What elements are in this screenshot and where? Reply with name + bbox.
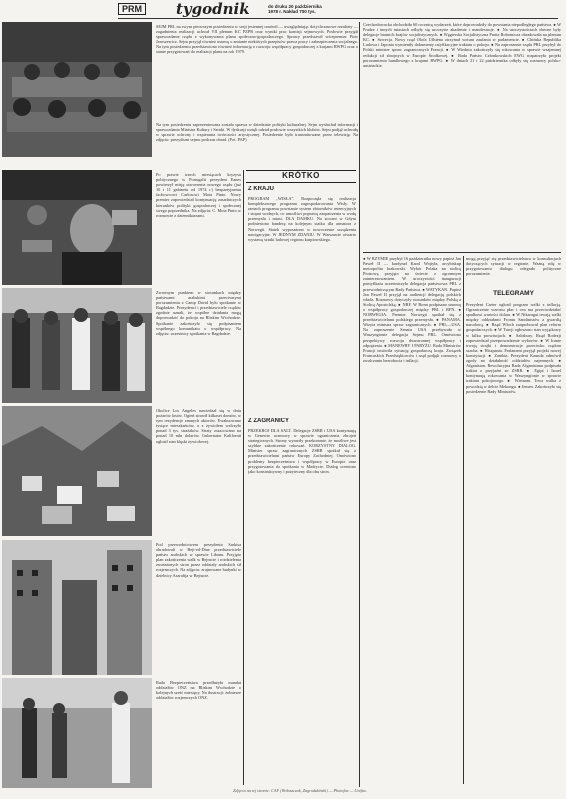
- masthead: [118, 2, 558, 18]
- masthead-rule: [118, 18, 558, 19]
- photo-credits: Zdjęcia na tej stronie: CAF (Wołoszczak, Zagrodzkiński) — Photofax — Unifax.: [233, 788, 367, 793]
- krotko-section-zagranicy: Z ZAGRANICY: [248, 418, 289, 424]
- masthead-logo: PRM: [118, 3, 146, 15]
- krotko-section-kraju: Z KRAJU: [248, 186, 275, 192]
- krotko-zagranicy-text: PRZEKROJ DLA SALT. Delegacje ZSRR i USA kontynuują w Genewie rozmowy w sprawie ograniczenia zbrojeń strategicznych. Strony wyraziły przekonanie, że możliwe jest szybkie zakończenie rokowań. KORZYSTNY DIALOG. Minister spraw zagranicznych ZSRR spotkał się z przedstawicielami państw Europy Zachodniej. Omówiono problemy bezpieczeństwa i współpracy w Europie oraz przygotowania do spotkania w Madrycie. Dialog oceniono jako konstruktywny i pożyteczny dla obu stron.: [248, 428, 356, 474]
- right-mid-news: ● W RZYMIE przybył 16 października nowy papież Jan Paweł II — kardynał Karol Wojtyła, arcybiskup metropolita krakowski. Wybór Polaka na stolicę Piotrową przyjęto na świecie z ogromnym zainteresowaniem. W uroczystości inauguracji pontyfikatu uczestniczyła delegacja państwowa PRL z przewodniczącym Rady Państwa. ● WATYKAN. Papież Jan Paweł II przyjął na audiencji delegację polskich władz. Rozmowy dotyczyły stosunków między Polską a Stolicą Apostolską. ● NRF. W Bonn podpisano umowę o współpracy gospodarczej między PRL i RFN. ● NORWEGIA. Premier Norwegii spotkał się z przedstawicielami polskiego przemysłu. ● PANAMA. Wizyta ministra spraw zagranicznych. ● PRL—USA. Na zaproszenie Senatu USA przebywała w Waszyngtonie delegacja Sejmu PRL. Omówiono perspektywy rozwoju dwustronnej współpracy i odprężenia. ● MANEWRY I PARYŻU. Rada Ministrów Francji omówiła sytuację gospodarczą kraju. Związek Francuskich Przedsiębiorców i rząd podjęli rozmowy o zwalczaniu bezrobocia i inflacji.: [363, 256, 461, 363]
- column-divider-3: [463, 256, 464, 784]
- photo-portugal: [2, 170, 152, 285]
- right-top-divider: [363, 252, 561, 253]
- photo-beirut: [2, 540, 152, 675]
- article-portugal: Po prawie trzech miesiącach kryzysu politycznego w Portugalii prezydent Eanes powierzył misję utworzenia nowego rządu (już 10 i 11 gabinetu od 1974 r.) bezpartyjnemu fachowcowi Carlosowi Mota Pinto. Nowy premier zapowiedział kontynuację zasadniczych kierunków polityki gospodarczej i społecznej swego poprzednika. Na zdjęciu: C. Mota Pinto w rozmowie z dziennikarzami.: [156, 172, 241, 218]
- issue-line-2: 1978 r. Nakład 700 tys.: [268, 9, 316, 14]
- article-culture: Na tym posiedzeniu zaprezentowana została sprawa w dziedzinie polityki kulturalnej. Sejm wysłuchał informacji i sprawozdania Ministra Kultury i Sztuki. W dyskusji wzięli udział posłowie wszystkich klubów. Sejm podjął uchwałę w sprawie ochrony i wspierania twórczości artystycznej. Posiedzenie było transmitowane przez telewizję. Na zdjęciu: prezydium sejmu podczas obrad. (Fot. PAP): [156, 122, 358, 143]
- article-beirut: Pod przewodnictwem prezydenta Sarkisa obradowali w Bejt-ed-Dine przedstawiciele państw arabskich w sprawie Libanu. Przyjęto plan zakończenia walk w Bejrucie i rozdzielenia zwaśnionych stron przez oddziały arabskich sił rozjemczych. Na zdjęciu: zrujnowane budynki w dzielnicy Aszrafija w Bejrucie.: [156, 542, 241, 578]
- krotko-kraj-text: PROGRAM „WISŁA”. Rozpoczęła się realizacja kompleksowego programu zagospodarowania Wisły. W ramach programu powstanie system zbiorników retencyjnych i stopni wodnych, co umożliwi poprawę zaopatrzenia w wodę przemysłu i miast. DLA DAMKU. Na stoczni w Gdyni podniesiono banderę na kolejnym statku dla armatora z Norwegii. Statek wyposażono w nowoczesne urządzenia nawigacyjne. W JEDNYM ZDANIU. W Warszawie otwarto wystawę sztuki ludowej regionu kurpiowskiego.: [248, 196, 356, 242]
- column-divider-1: [243, 170, 244, 785]
- krotko-title: KRÓTKO: [246, 170, 356, 183]
- masthead-issue-info: [268, 4, 378, 14]
- right-col-intro: mogą przyjąć się przedstawicielstwa w konsultacjach dotyczących sytuacji w regionie. Ważną rolę w przygotowaniu dialogu odegrało polityczne porozumienie.: [466, 256, 561, 277]
- photo-los-angeles-fire: [2, 406, 152, 536]
- photo-un-soldiers: [2, 678, 152, 788]
- article-sejm: SEJM PRL na swym pierwszym posiedzeniu w sesji jesiennej omówił — uwzględniając dotychczasowe rezultaty — zagadnienia realizacji uchwał VII plenum KC PZPR oraz wyniki prac komisji sejmowych. Posłowie przyjęli sprawozdanie rządu z wykonywania planu społeczno-gospodarczego. Sprawy przedstawił wicepremier Piotr Jaroszewicz. Sejm przyjął również ustawę o zmianie niektórych przepisów prawa pracy i zabezpieczenia socjalnego. Na tym posiedzeniu przedstawiono również informację o rozwoju współpracy gospodarczej z krajami RWPG oraz o stanie przygotowań do realizacji planu na rok 1979.: [156, 24, 358, 55]
- telegram-title: TELEGRAMY: [493, 290, 534, 297]
- masthead-magazine-name: tygodnik: [176, 2, 250, 18]
- photo-bagdad: [2, 288, 152, 403]
- article-los-angeles: Okolice Los Angeles nawiedzał się w dniu pożarów lasów. Ogień strawił kilkaset domów, w tym rezydencje znanych aktorów. Ewakuowano tysiące mieszkańców, a z żywiołem walczyło ponad 3 tys. strażaków. Straty oszacowano na ponad 10 mln dolarów. Gubernator Kalifornii ogłosił stan klęski żywiołowej.: [156, 408, 241, 444]
- column-divider-2: [359, 22, 360, 787]
- article-un-mandate: Rada Bezpieczeństwa przedłużyła mandat oddziałów ONZ na Bliskim Wschodzie o kolejnych sześć miesięcy. Na ilustracji: żołnierze oddziałów rozjemczych ONZ.: [156, 680, 241, 701]
- article-bagdad: Zwrotnym punktem w stosunkach między państwami arabskimi przeciwnymi porozumieniu z Camp David było spotkanie w Bagdadzie. Prezydenci i przedstawiciele rządów zgodnie uznali, że wspólne działania mogą doprowadzić do pokoju na Bliskim Wschodzie. Spotkanie zakończyło się podpisaniem wspólnego komunikatu o współpracy. Na zdjęciu: uczestnicy spotkania w Bagdadzie.: [156, 290, 241, 336]
- photo-sejm: [2, 22, 152, 157]
- issue-line-1: do druku 20 października: [268, 4, 322, 9]
- telegram-text: Prezydent Carter ogłosił program walki z inflacją. Ograniczenie wzrostu płac i cen ma przeciwdziałać spadkowi wartości dolara. ● W Nikaragui trwają walki między oddziałami Frontu Sandinistów a gwardią narodową. ● Rząd Włoch zaaprobował plan reform gospodarczych. ● W Turcji ogłoszono stan wyjątkowy w kilku prowincjach. ● Salisbury. Rząd Rodezji zapowiedział przeprowadzenie wyborów. ● W Iranie trwają strajki i demonstracje przeciwko rządom szacha. ● Hiszpania. Parlament przyjął projekt nowej konstytucji. ● Zambia. Prezydent Kaunda odmówił zgody na działalność oddziałów najemnych. ● Afganistan. Rewolucyjna Rada Afganistanu podpisała traktat o przyjaźni ze ZSRR. ● Egipt i Izrael kontynuują rokowania w Waszyngtonie w sprawie traktatu pokojowego. ● Wietnam. Trwa walka z powodzią w delcie Mekongu. ● Jemen. Zakończyło się posiedzenie Rady Ministrów.: [466, 302, 561, 394]
- right-top-news: Czechosłowacka obchodziła 60 rocznicę wydarzeń, które doprowadziły do powstania niepodległego państwa. ● W Pradze i innych miastach odbyły się uroczyste akademie i manifestacje. ● Na uroczystościach obecne były delegacje bratnich krajów socjalistycznych. ● Węgierska Socjalistyczna Partia Robotnicza obradowała na plenum KC. ● Szwecja. Nowy rząd Olofa Ullstena otrzymał wotum zaufania w parlamencie. ● Chińska Republika Ludowa i Japonia wymieniły dokumenty ratyfikacyjne traktatu o pokoju. ● Na zaproszenie rządu PRL przybył do Polski minister spraw zagranicznych Francji. ● W Wiedniu zakończyły się rokowania w sprawie wzajemnej redukcji sił zbrojnych w Europie Środkowej. ● Rada Państw Członkowskich EWG rozpatrzyła projekt porozumienia handlowego z krajami RWPG. ● W dniach 21 i 22 października odbyły się rozmowy polsko-austriackie.: [363, 22, 561, 68]
